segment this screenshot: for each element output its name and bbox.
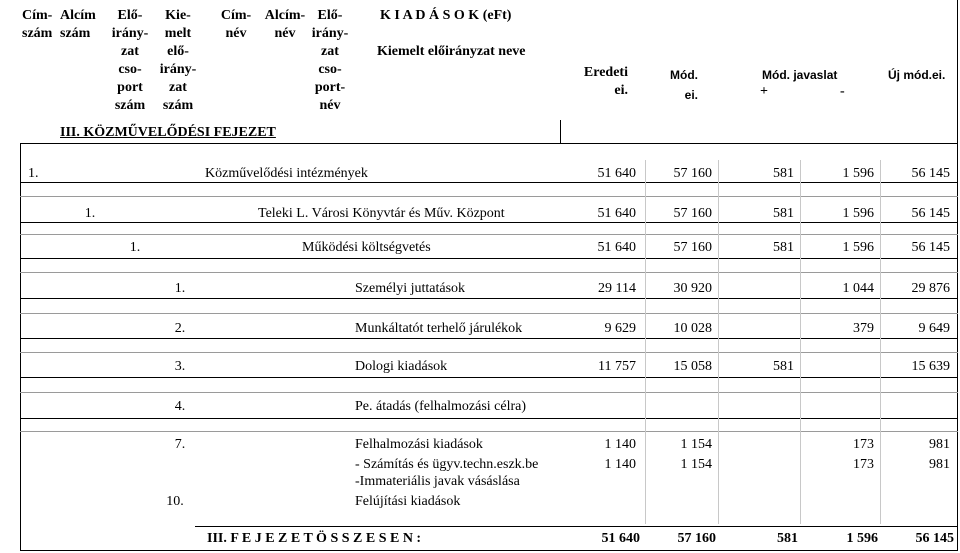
row-mod-value: 57 160 [673, 240, 712, 255]
row-label: Teleki L. Városi Könyvtár és Műv. Központ [258, 206, 505, 221]
header-line: Alcím [60, 8, 96, 23]
header-bottom-line [20, 143, 958, 144]
row-mod-value: 1 154 [680, 437, 712, 452]
row-uj-value: 15 639 [911, 359, 950, 374]
row-gap-line [20, 313, 958, 314]
header-mod-javaslat: Mód. javaslat [762, 68, 838, 82]
column-guide-line [800, 160, 801, 524]
row-eredeti-value: 9 629 [604, 321, 636, 336]
row-number: 1. [28, 166, 39, 181]
row-eredeti-value: 1 140 [604, 457, 636, 472]
header-line: Elő- [317, 8, 343, 23]
row-plus-value: 581 [773, 240, 794, 255]
header-line: Cím- [22, 8, 53, 23]
header-line: ei. [614, 83, 628, 98]
row-divider-line [20, 298, 958, 299]
row-uj-value: 981 [929, 457, 950, 472]
header-line: elő- [167, 44, 189, 59]
frame-left-line [20, 143, 21, 551]
header-line: Kie- [165, 8, 191, 23]
row-gap-line [20, 196, 958, 197]
total-eredeti: 51 640 [601, 531, 640, 546]
row-label: Felhalmozási kiadások [355, 437, 483, 452]
row-uj-value: 981 [929, 437, 950, 452]
row-divider-line [20, 377, 958, 378]
header-line: cso- [318, 62, 342, 77]
header-cim-szam [22, 8, 52, 42]
row-label: Munkáltatót terhelő járulékok [355, 321, 523, 336]
header-line: zat [121, 44, 139, 59]
header-kiemelt-eloiranyzat-szam [148, 8, 208, 114]
header-separator-line [560, 120, 561, 144]
total-plus: 581 [777, 531, 798, 546]
row-gap-line [20, 431, 958, 432]
row-label: Pe. átadás (felhalmozási célra) [355, 399, 527, 414]
row-minus-value: 1 596 [842, 166, 874, 181]
header-line: szám [22, 26, 53, 41]
header-line: melt [164, 26, 192, 41]
header-uj-mod-ei: Új mód.ei. [888, 68, 946, 82]
header-line: port- [314, 80, 346, 95]
column-guide-line [880, 160, 881, 524]
header-line: cso- [118, 62, 142, 77]
row-eredeti-value: 51 640 [597, 206, 636, 221]
total-bottom-line [20, 550, 958, 551]
total-minus: 1 596 [846, 531, 878, 546]
row-mod-value: 30 920 [673, 281, 712, 296]
header-line: szám [114, 98, 146, 113]
header-eloiranyzat-csoport-nev [300, 8, 360, 114]
row-minus-value: 379 [853, 321, 874, 336]
row-number: 3. [174, 359, 186, 374]
row-gap-line [20, 352, 958, 353]
row-uj-value: 56 145 [911, 240, 950, 255]
row-minus-value: 1 044 [842, 281, 874, 296]
header-line: irány- [311, 26, 349, 41]
row-divider-line [20, 222, 958, 223]
row-mod-value: 57 160 [673, 166, 712, 181]
row-eredeti-value: 29 114 [598, 281, 636, 296]
row-number: 4. [174, 399, 186, 414]
row-mod-value: 1 154 [680, 457, 712, 472]
row-minus-value: 173 [853, 457, 874, 472]
total-uj: 56 145 [915, 531, 954, 546]
row-number: 1. [129, 240, 141, 255]
kiemelt-eloiranyzat-neve: Kiemelt előirányzat neve [377, 44, 526, 59]
row-minus-value: 1 596 [842, 240, 874, 255]
row-divider-line [20, 418, 958, 419]
row-eredeti-value: 51 640 [597, 240, 636, 255]
total-label: III. F E J E Z E T Ö S S Z E S E N : [207, 531, 422, 546]
row-plus-value: 581 [773, 359, 794, 374]
row-plus-value: 581 [773, 166, 794, 181]
row-mod-value: 15 058 [673, 359, 712, 374]
header-line: Elő- [117, 8, 143, 23]
header-minus: - [840, 84, 845, 99]
row-mod-value: 57 160 [673, 206, 712, 221]
row-label: Működési költségvetés [302, 240, 431, 255]
row-divider-line [20, 182, 958, 183]
row-number: 1. [174, 281, 186, 296]
row-label: Dologi kiadások [355, 359, 448, 374]
header-line: port [117, 80, 143, 95]
column-guide-line [645, 160, 646, 524]
row-label: Személyi juttatások [355, 281, 466, 296]
row-uj-value: 56 145 [911, 206, 950, 221]
header-eredeti-ei [560, 65, 628, 99]
header-mod-ei [640, 67, 698, 103]
row-label: -Immateriális javak vásáslása [355, 474, 520, 489]
row-number: 7. [174, 437, 186, 452]
row-minus-value: 1 596 [842, 206, 874, 221]
column-guide-line [718, 160, 719, 524]
header-alcim-szam [60, 8, 96, 42]
header-line: Cím- [220, 8, 252, 23]
total-top-line [195, 526, 957, 527]
header-line: Eredeti [583, 65, 628, 80]
row-gap-line [20, 234, 958, 235]
header-line: szám [60, 26, 91, 41]
header-line: név [225, 26, 247, 41]
total-mod: 57 160 [677, 531, 716, 546]
header-line: név [319, 98, 341, 113]
row-divider-line [20, 258, 958, 259]
header-plus: + [760, 84, 768, 99]
header-line: ei. [684, 88, 698, 102]
header-line: név [274, 26, 296, 41]
row-eredeti-value: 51 640 [597, 166, 636, 181]
section-title: III. KÖZMŰVELŐDÉSI FEJEZET [60, 125, 276, 140]
row-gap-line [20, 392, 958, 393]
header-line: Alcím- [264, 8, 306, 23]
row-eredeti-value: 1 140 [604, 437, 636, 452]
row-mod-value: 10 028 [673, 321, 712, 336]
frame-right-line [957, 0, 958, 551]
row-eredeti-value: 11 757 [598, 359, 636, 374]
header-line: Mód. [670, 68, 698, 82]
header-line: zat [321, 44, 339, 59]
row-number: 1. [84, 206, 96, 221]
row-divider-line [20, 338, 958, 339]
row-label: - Számítás és ügyv.techn.eszk.be [355, 457, 539, 472]
row-minus-value: 173 [853, 437, 874, 452]
row-number: 2. [174, 321, 186, 336]
row-label: Felújítási kiadások [355, 494, 461, 509]
row-label: Közművelődési intézmények [205, 166, 368, 181]
row-uj-value: 56 145 [911, 166, 950, 181]
header-line: szám [162, 98, 194, 113]
header-line: zat [169, 80, 187, 95]
kiadasok-title: K I A D Á S O K (eFt) [380, 8, 512, 23]
row-uj-value: 29 876 [911, 281, 950, 296]
header-line: irány- [159, 62, 197, 77]
row-plus-value: 581 [773, 206, 794, 221]
row-uj-value: 9 649 [918, 321, 950, 336]
row-gap-line [20, 272, 958, 273]
row-number: 10. [166, 494, 184, 509]
header-line: irány- [111, 26, 149, 41]
